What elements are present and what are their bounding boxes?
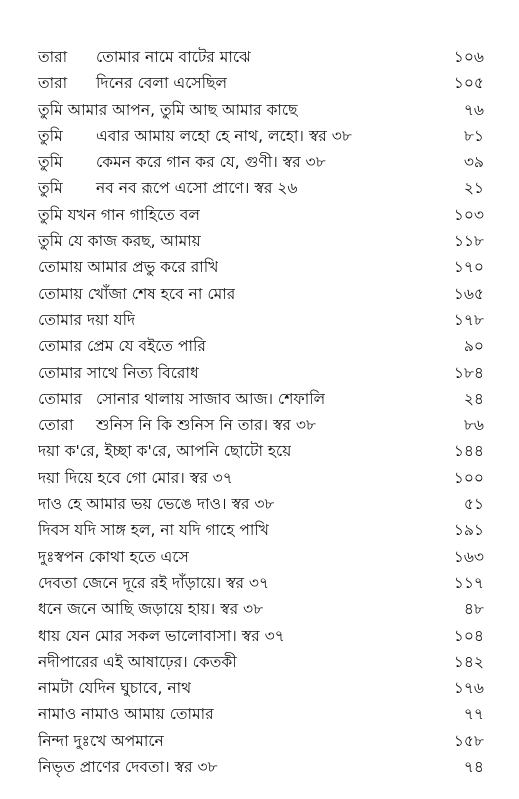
entry-title-text: কেমন করে গান কর যে, গুণী। স্বর ৩৮ xyxy=(96,153,326,172)
entry-page-number: ১০৩ xyxy=(453,205,484,224)
entry-page-number: ১৬৩ xyxy=(453,547,484,566)
entry-title-text: এবার আমায় লহো হে নাথ, লহো। স্বর ৩৮ xyxy=(96,126,352,145)
entry-page-number: ১০৫ xyxy=(453,74,484,93)
entry-title-text: নামাও নামাও আমায় তোমার xyxy=(38,705,214,724)
entry-title-text: নিভৃত প্রাণের দেবতা। স্বর ৩৮ xyxy=(38,758,218,777)
entry-page-number: ১০৬ xyxy=(453,48,484,66)
entry-title xyxy=(38,386,325,412)
index-entry xyxy=(38,307,484,333)
entry-title xyxy=(38,570,269,596)
entry-title-lead: তোরা xyxy=(38,416,74,435)
entry-title-text: ধনে জনে আছি জড়ায়ে হায়। স্বর ৩৮ xyxy=(38,600,264,619)
entry-title-lead: তারা xyxy=(38,48,68,66)
entry-title-text: দয়া দিয়ে হবে গো মোর। স্বর ৩৭ xyxy=(38,468,233,487)
entry-title xyxy=(38,675,191,701)
entry-title-text: তোমায় খোঁজা শেষ হবে না মোর xyxy=(38,284,236,303)
entry-title xyxy=(38,596,263,622)
entry-title-text: তুমি যখন গান গাহিতে বল xyxy=(38,205,200,224)
entry-title xyxy=(38,754,218,780)
entry-title-lead: তুমি xyxy=(38,179,63,198)
index-entry xyxy=(38,623,484,649)
entry-title xyxy=(38,281,235,307)
index-entry xyxy=(38,97,484,123)
entry-title xyxy=(38,517,269,543)
entry-title xyxy=(38,70,227,96)
entry-title-text: তুমি আমার আপন, তুমি আছ আমার কাছে xyxy=(38,100,298,119)
index-entry xyxy=(38,754,484,780)
entry-title-text: দাও হে আমার ভয় ভেঙে দাও। স্বর ৩৮ xyxy=(38,495,275,514)
entry-page-number: ৭৪ xyxy=(463,758,484,777)
index-entry xyxy=(38,465,484,491)
index-entry xyxy=(38,649,484,675)
entry-title-text: তোমার নামে বাটের মাঝে xyxy=(96,48,251,66)
index-entry xyxy=(38,386,484,412)
entry-title-text: তোমার দয়া যদি xyxy=(38,310,136,329)
index-entry xyxy=(38,570,484,596)
index-entry xyxy=(38,44,484,70)
index-entry xyxy=(38,281,484,307)
entry-title xyxy=(38,491,274,517)
entry-title xyxy=(38,465,233,491)
index-entry xyxy=(38,675,484,701)
entry-title xyxy=(38,438,291,464)
entry-page-number: ২১ xyxy=(463,179,484,198)
entry-title-text: দয়া ক'রে, ইচ্ছা ক'রে, আপনি ছোটো হয়ে xyxy=(38,442,292,461)
entry-page-number: ২৪ xyxy=(463,389,484,408)
entry-page-number: ১৭৮ xyxy=(453,310,484,329)
entry-page-number: ১১৮ xyxy=(453,232,484,251)
entry-page-number: ৭৬ xyxy=(463,100,484,119)
entry-page-number: ৮৬ xyxy=(463,416,484,435)
entry-title-text: নিন্দা দুঃখে অপমানে xyxy=(38,731,164,750)
entry-title-text: তোমার সাথে নিত্য বিরোধ xyxy=(38,363,199,382)
index-entry xyxy=(38,596,484,622)
entry-title-lead: তোমার xyxy=(38,389,83,408)
entry-title xyxy=(38,307,135,333)
index-entry xyxy=(38,360,484,386)
index-entry xyxy=(38,412,484,438)
entry-page-number: ৩৯ xyxy=(463,153,484,172)
index-entry xyxy=(38,175,484,201)
index-entry xyxy=(38,491,484,517)
entry-title xyxy=(38,623,285,649)
entry-page-number: ১০০ xyxy=(453,468,484,487)
entry-page-number: ১৭৬ xyxy=(453,679,484,698)
song-index-list xyxy=(38,44,484,780)
entry-title-text: শুনিস নি কি শুনিস নি তার। স্বর ৩৮ xyxy=(96,416,316,435)
entry-title xyxy=(38,412,316,438)
entry-page-number: ৪৮ xyxy=(463,600,484,619)
entry-page-number: ১৯১ xyxy=(453,521,484,540)
entry-title xyxy=(38,254,218,280)
entry-title xyxy=(38,360,199,386)
entry-title xyxy=(38,44,251,70)
entry-page-number: ৫১ xyxy=(463,495,484,514)
entry-title-text: তুমি যে কাজ করছ, আমায় xyxy=(38,232,201,251)
entry-title-text: নদীপারের এই আষাঢ়ের। কেতকী xyxy=(38,652,237,671)
entry-title-text: দিবস যদি সাঙ্গ হল, না যদি গাহে পাখি xyxy=(38,521,269,540)
index-entry xyxy=(38,254,484,280)
entry-page-number: ১৮৪ xyxy=(453,363,484,382)
index-entry xyxy=(38,202,484,228)
index-entry xyxy=(38,123,484,149)
entry-title xyxy=(38,701,214,727)
entry-title-lead: তুমি xyxy=(38,126,63,145)
entry-page-number: ১৬৫ xyxy=(453,284,484,303)
entry-title-text: তোমায় আমার প্রভু করে রাখি xyxy=(38,258,219,277)
entry-page-number: ১৪৪ xyxy=(453,442,484,461)
entry-title xyxy=(38,228,201,254)
entry-title-text: দিনের বেলা এসেছিল xyxy=(96,74,228,93)
entry-title-text: সোনার থালায় সাজাব আজ। শেফালি xyxy=(96,389,326,408)
entry-title-text: দেবতা জেনে দূরে রই দাঁড়ায়ে। স্বর ৩৭ xyxy=(38,573,270,592)
entry-title xyxy=(38,149,326,175)
index-entry xyxy=(38,70,484,96)
entry-title-text: নামটা যেদিন ঘুচাবে, নাথ xyxy=(38,679,192,698)
index-entry xyxy=(38,438,484,464)
entry-page-number: ৮১ xyxy=(463,126,484,145)
index-entry xyxy=(38,544,484,570)
index-entry xyxy=(38,701,484,727)
entry-page-number: ৭৭ xyxy=(463,705,484,724)
entry-title xyxy=(38,333,206,359)
entry-title-text: দুঃস্বপন কোথা হতে এসে xyxy=(38,547,189,566)
entry-page-number: ১৫৮ xyxy=(453,731,484,750)
index-entry xyxy=(38,517,484,543)
entry-page-number: ১০৪ xyxy=(453,626,484,645)
entry-title xyxy=(38,728,164,754)
entry-title xyxy=(38,202,200,228)
entry-page-number: ১৭০ xyxy=(453,258,484,277)
entry-title xyxy=(38,544,189,570)
index-entry xyxy=(38,728,484,754)
entry-title xyxy=(38,123,352,149)
entry-page-number: ৯০ xyxy=(463,337,484,356)
entry-title xyxy=(38,649,237,675)
entry-title-lead: তারা xyxy=(38,74,68,93)
entry-title-lead: তুমি xyxy=(38,153,63,172)
entry-page-number: ১১৭ xyxy=(453,573,484,592)
index-entry xyxy=(38,333,484,359)
entry-page-number: ১৪২ xyxy=(453,652,484,671)
entry-title xyxy=(38,175,297,201)
entry-title-text: ধায় যেন মোর সকল ভালোবাসা। স্বর ৩৭ xyxy=(38,626,285,645)
entry-title-text: তোমার প্রেম যে বইতে পারি xyxy=(38,337,206,356)
index-entry xyxy=(38,149,484,175)
entry-title xyxy=(38,97,298,123)
entry-title-text: নব নব রূপে এসো প্রাণে। স্বর ২৬ xyxy=(96,179,298,198)
index-entry xyxy=(38,228,484,254)
